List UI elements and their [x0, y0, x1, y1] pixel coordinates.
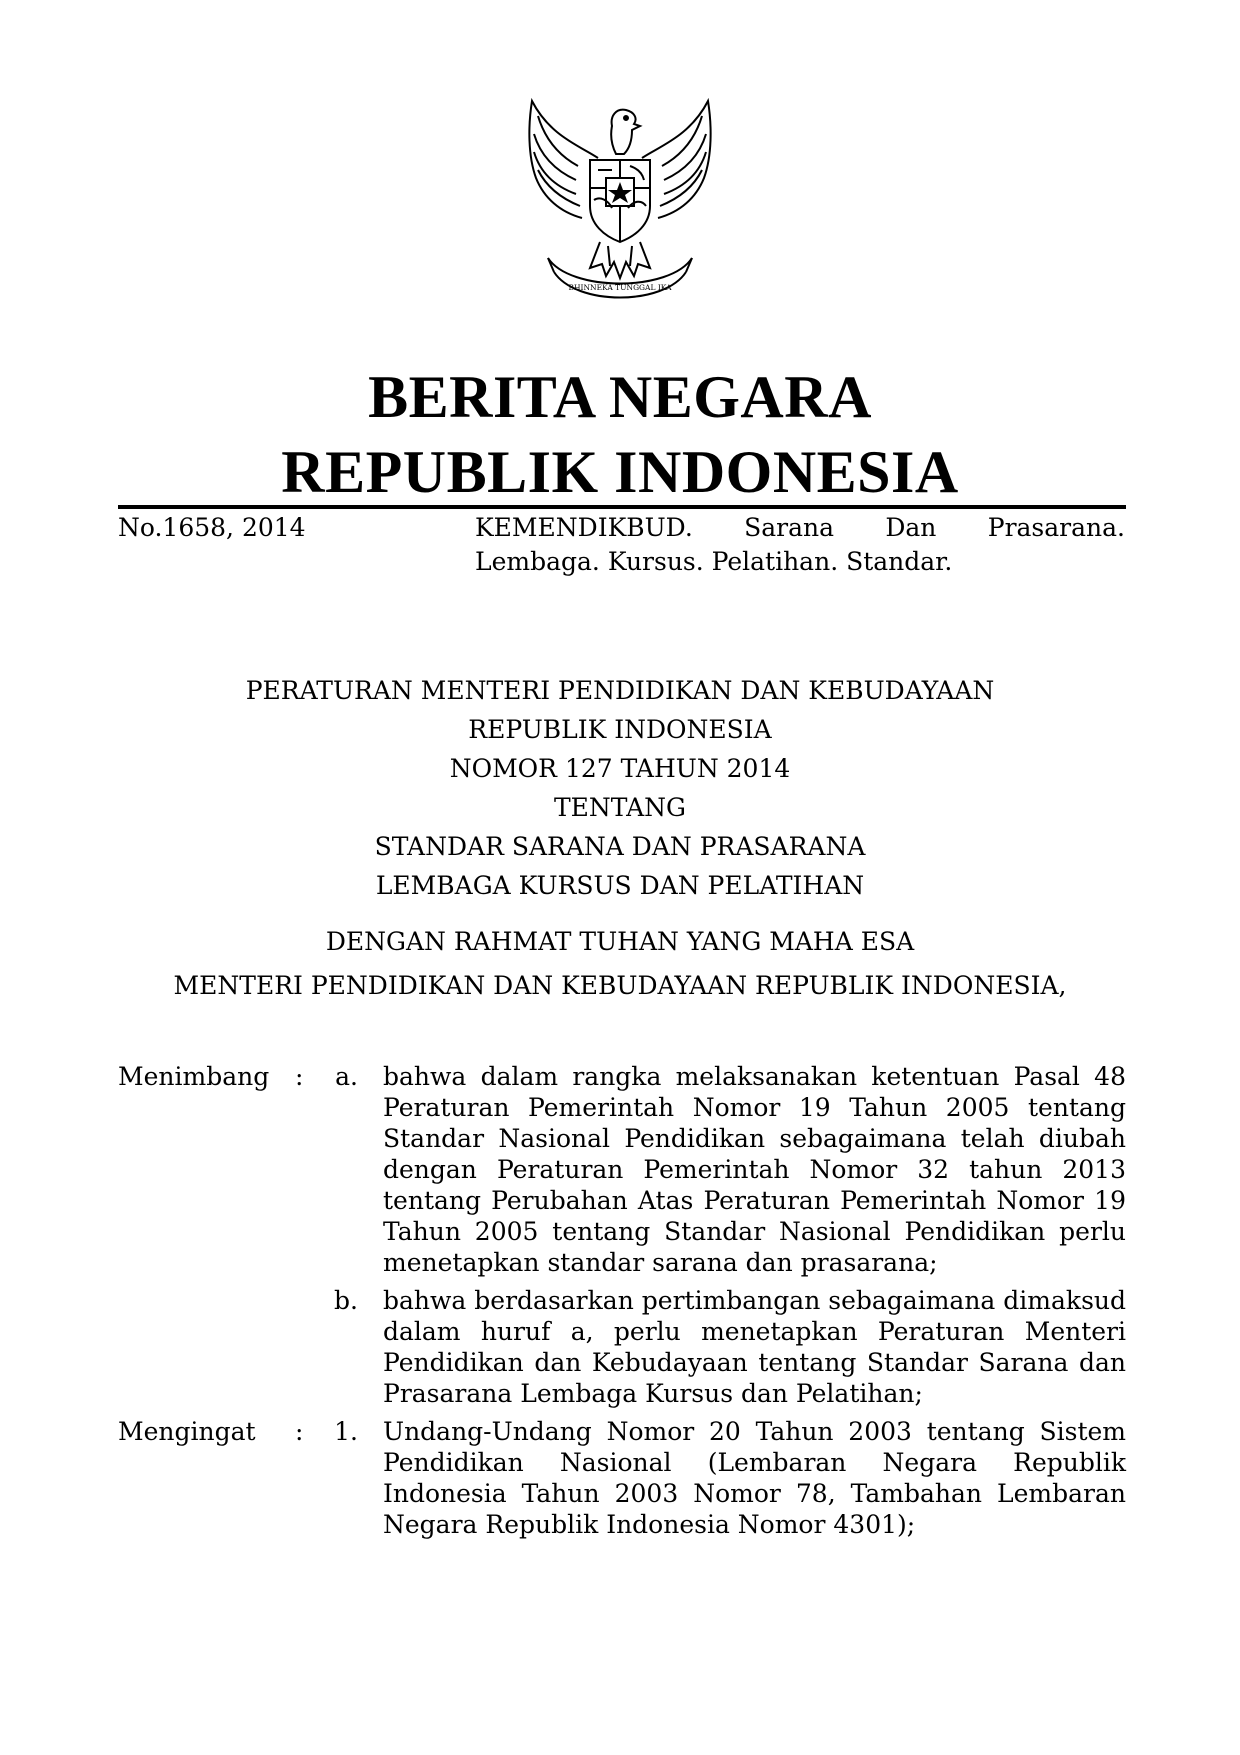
menimbang-colon: :	[295, 1062, 304, 1091]
subject-word: Prasarana.	[987, 513, 1125, 542]
menimbang-label: Menimbang	[118, 1062, 270, 1091]
subject-word: Sarana	[744, 513, 835, 542]
divine-grace-line: DENGAN RAHMAT TUHAN YANG MAHA ESA	[325, 927, 915, 956]
menimbang-item-a	[118, 1061, 1126, 1278]
item-text: Undang-Undang Nomor 20 Tahun 2003 tentang Sistem Pendidikan Nasional (Lembaran Negara Republik Indonesia Tahun 2003 Nomor 78, Tambahan Lembaran Negara Republik Indonesia Nomor 4301);	[383, 1417, 1126, 1539]
regulation-title	[0, 671, 1240, 905]
minister-line: MENTERI PENDIDIKAN DAN KEBUDAYAAN REPUBLIK INDONESIA,	[173, 971, 1067, 1000]
masthead-line-2: REPUBLIK INDONESIA	[281, 439, 959, 505]
preamble-intro	[0, 920, 1240, 1008]
considerations-section	[118, 1061, 1126, 1547]
regulation-title-line: LEMBAGA KURSUS DAN PELATIHAN	[375, 871, 865, 900]
emblem-motto: BHINNEKA TUNGGAL IKA	[568, 283, 672, 292]
gazette-number: No.1658, 2014	[118, 513, 306, 542]
header-divider	[118, 505, 1126, 509]
item-marker: a.	[335, 1062, 358, 1091]
item-marker: b.	[334, 1286, 358, 1315]
mengingat-colon: :	[295, 1417, 304, 1446]
menimbang-item-b	[118, 1285, 1126, 1409]
regulation-title-line: REPUBLIK INDONESIA	[468, 715, 772, 744]
mengingat-label: Mengingat	[118, 1417, 256, 1446]
subject-word: KEMENDIKBUD.	[475, 513, 693, 542]
regulation-title-line: NOMOR 127 TAHUN 2014	[449, 754, 791, 783]
masthead-line-1: BERITA NEGARA	[368, 364, 872, 430]
regulation-title-line: PERATURAN MENTERI PENDIDIKAN DAN KEBUDAYAAN	[245, 676, 995, 705]
item-text: bahwa dalam rangka melaksanakan ketentuan Pasal 48 Peraturan Pemerintah Nomor 19 Tahun 2005 tentang Standar Nasional Pendidikan sebagaimana telah diubah dengan Peraturan Pemerintah Nomor 32 tahun 2013 tentang Perubahan Atas Peraturan Pemerintah Nomor 19 Tahun 2005 tentang Standar Nasional Pendidikan perlu menetapkan standar sarana dan prasarana;	[383, 1062, 1126, 1277]
gazette-subject-line-2: Lembaga. Kursus. Pelatihan. Standar.	[475, 547, 953, 576]
regulation-title-line: STANDAR SARANA DAN PRASARANA	[374, 832, 866, 861]
item-marker: 1.	[334, 1417, 358, 1446]
item-text: bahwa berdasarkan pertimbangan sebagaimana dimaksud dalam huruf a, perlu menetapkan Peraturan Menteri Pendidikan dan Kebudayaan tentang Standar Sarana dan Prasarana Lembaga Kursus dan Pelatihan;	[383, 1286, 1126, 1408]
gazette-subject	[475, 511, 1125, 579]
mengingat-item-1	[118, 1416, 1126, 1540]
gazette-subject-line-1	[475, 511, 1125, 545]
garuda-emblem-icon	[520, 96, 720, 311]
regulation-title-line: TENTANG	[553, 793, 686, 822]
subject-word: Dan	[885, 513, 937, 542]
